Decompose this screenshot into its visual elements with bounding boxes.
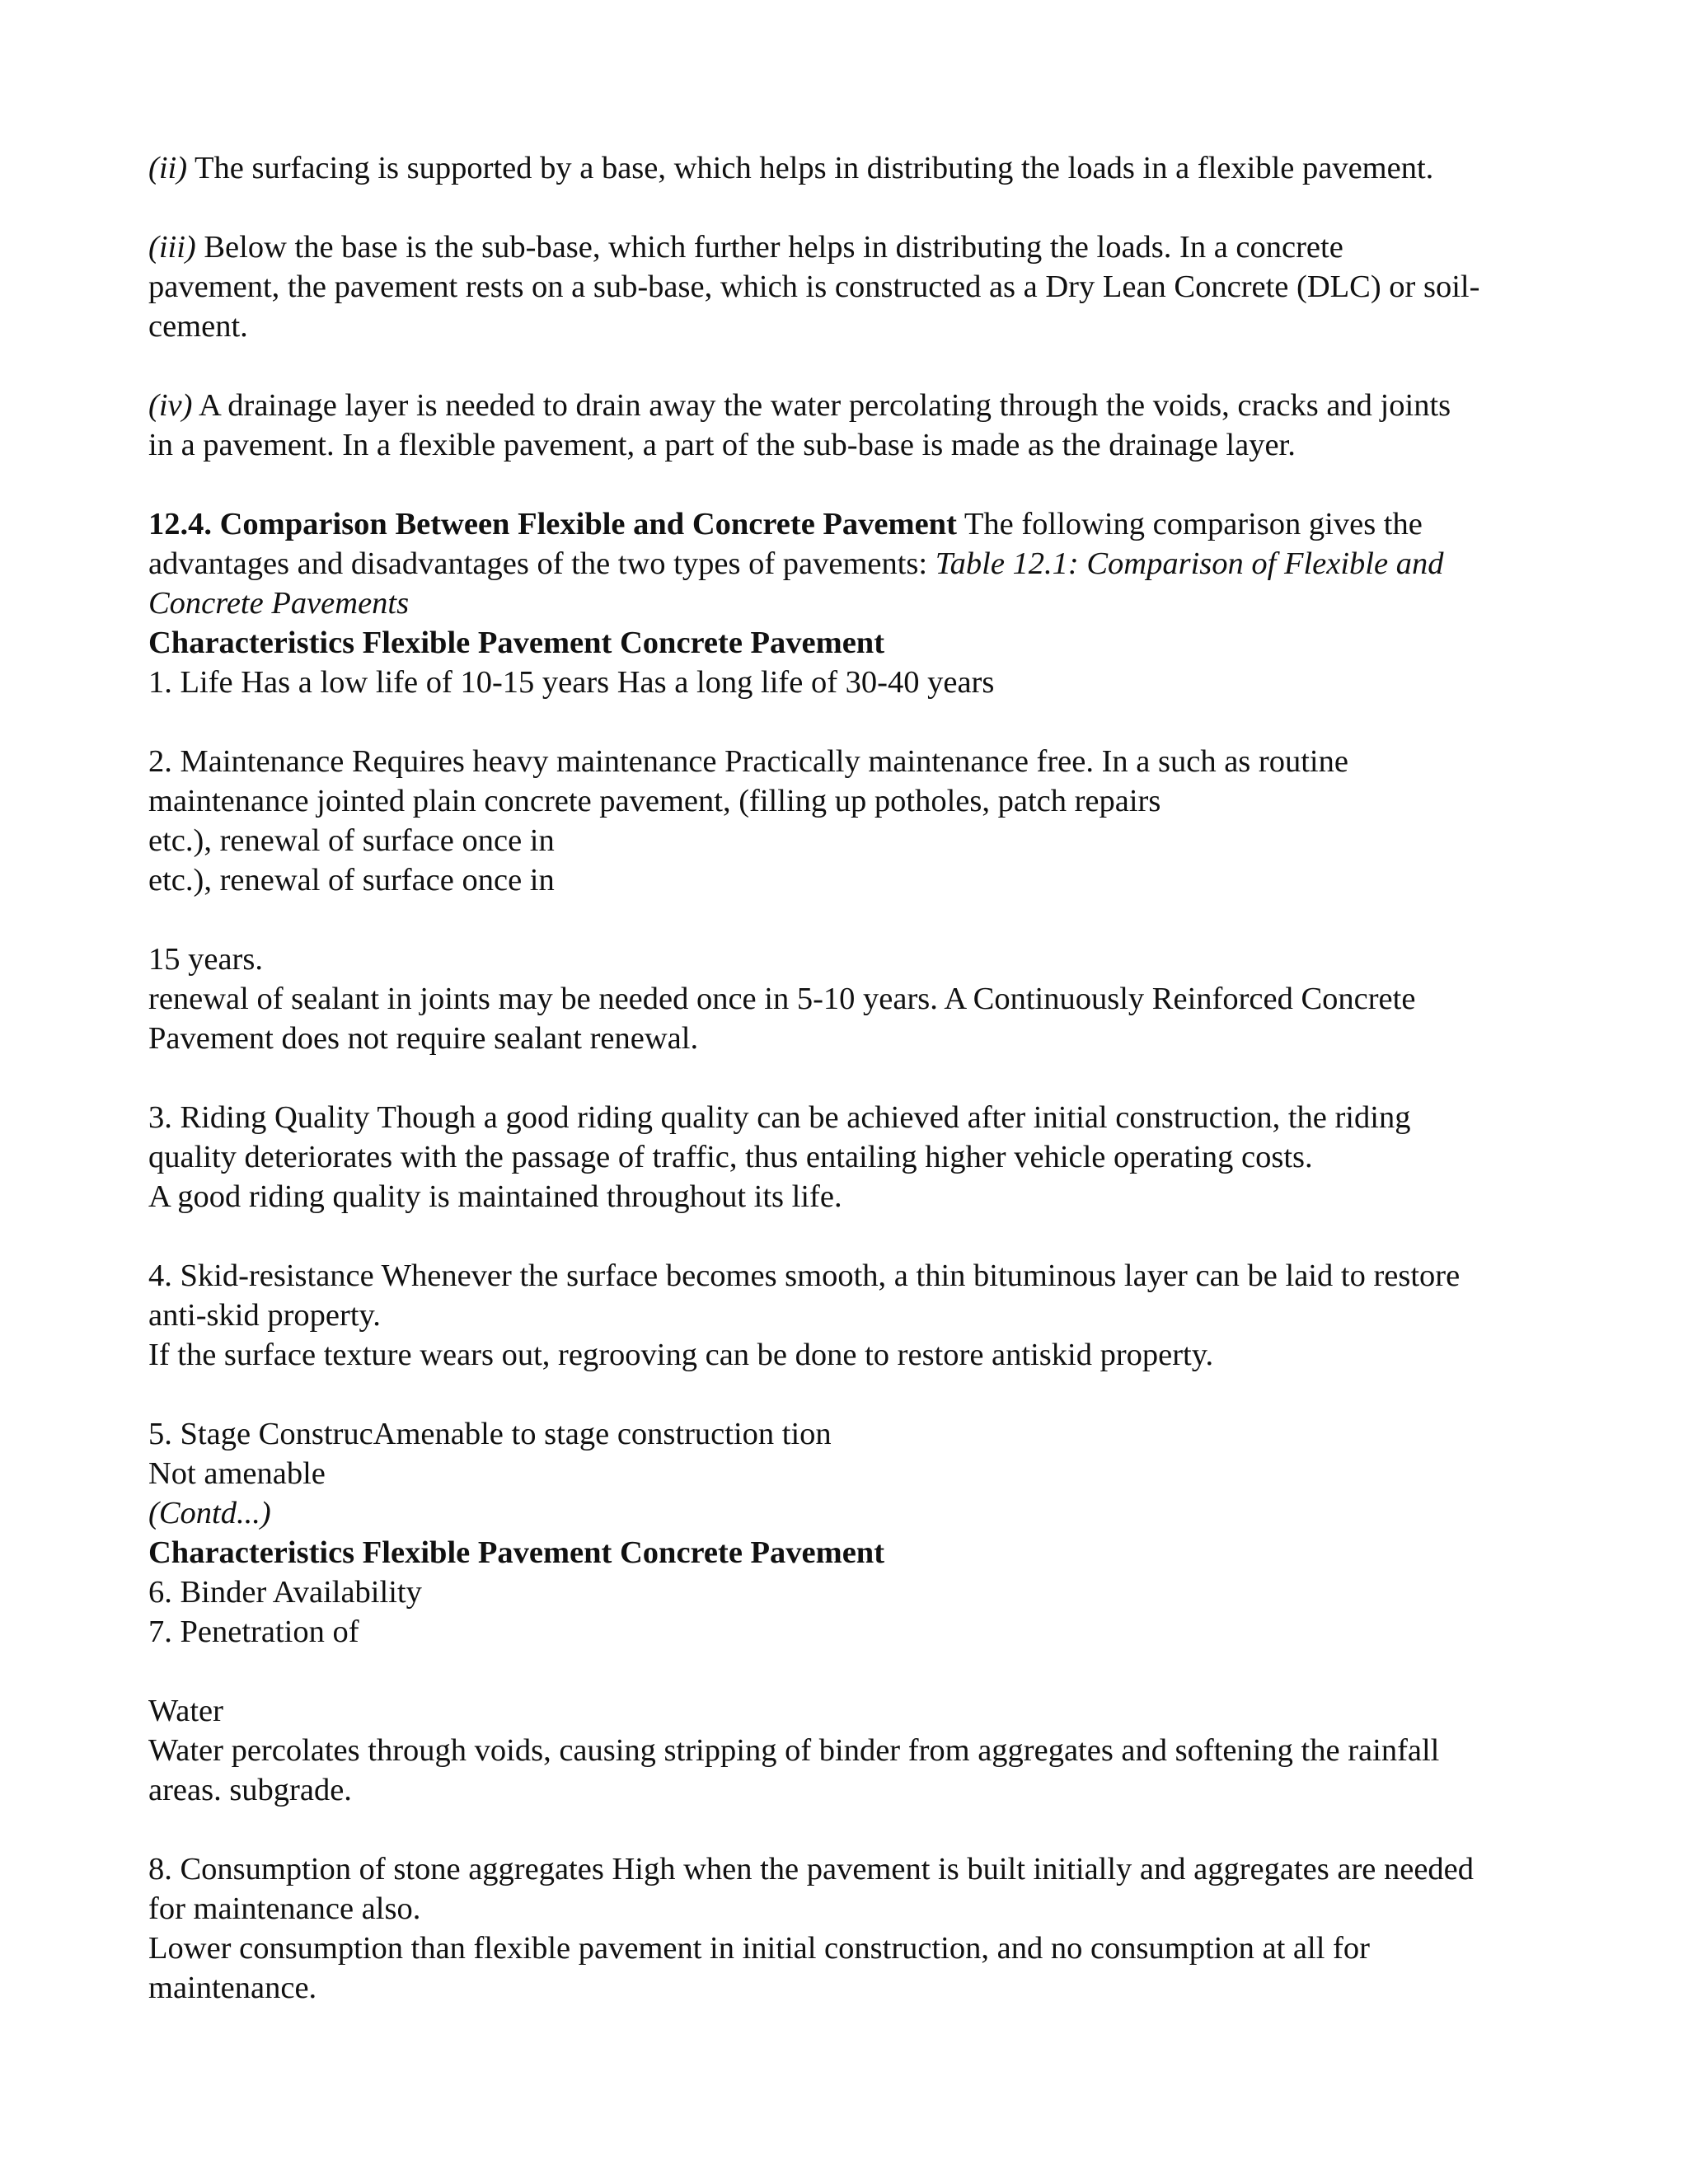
- table-row-stone-aggregates: [148, 1849, 1540, 2008]
- table-row-text: 3. Riding Quality Though a good riding quality can be achieved after initial construction, the riding: [148, 1100, 1411, 1135]
- table-row-text: 7. Penetration of: [148, 1615, 359, 1649]
- table-row-text: 4. Skid-resistance Whenever the surface becomes smooth, a thin bituminous layer can be laid to restore: [148, 1258, 1461, 1293]
- paragraph-iv: [148, 386, 1540, 465]
- table-row-text: 5. Stage ConstrucAmenable to stage construction tion: [148, 1417, 832, 1451]
- paragraph-ii: [148, 148, 1540, 188]
- table-row-text: Water percolates through voids, causing stripping of binder from aggregates and softening the rainfall: [148, 1733, 1440, 1768]
- table-row-penetration-of-water: [148, 1691, 1540, 1810]
- table-row-text: areas. subgrade.: [148, 1773, 352, 1807]
- section-intro: The following comparison gives the: [964, 507, 1423, 541]
- section-intro: advantages and disadvantages of the two types of pavements:: [148, 546, 928, 581]
- table-row-text: 6. Binder Availability: [148, 1575, 422, 1610]
- paragraph-text: pavement, the pavement rests on a sub-base, which is constructed as a Dry Lean Concrete (DLC) or soil-: [148, 269, 1480, 304]
- table-row-text: 8. Consumption of stone aggregates High when the pavement is built initially and aggregates are needed: [148, 1852, 1475, 1886]
- list-marker: (iv): [148, 388, 193, 423]
- paragraph-text: in a pavement. In a flexible pavement, a part of the sub-base is made as the drainage layer.: [148, 428, 1296, 462]
- table-row-text: Water: [148, 1694, 223, 1728]
- list-marker: (ii): [148, 151, 188, 185]
- table-header: Characteristics Flexible Pavement Concrete Pavement: [148, 1535, 885, 1570]
- table-row-text: anti-skid property.: [148, 1298, 381, 1333]
- table-row-text: If the surface texture wears out, regrooving can be done to restore antiskid property.: [148, 1338, 1214, 1372]
- section-heading: 12.4. Comparison Between Flexible and Concrete Pavement: [148, 507, 957, 541]
- table-row-text: Pavement does not require sealant renewal.: [148, 1021, 699, 1056]
- paragraph-iii: [148, 227, 1540, 346]
- table-row-text: renewal of sealant in joints may be needed once in 5-10 years. A Continuously Reinforced Concrete: [148, 982, 1416, 1016]
- table-row-text: maintenance.: [148, 1971, 317, 2005]
- continued-note: (Contd...): [148, 1496, 271, 1530]
- table-row-text: Lower consumption than flexible pavement in initial construction, and no consumption at all for: [148, 1931, 1370, 1966]
- table-row-skid-resistance: [148, 1256, 1540, 1375]
- table-row-text: 15 years.: [148, 942, 263, 977]
- table-row-text: etc.), renewal of surface once in: [148, 823, 555, 858]
- paragraph-text: A drainage layer is needed to drain away the water percolating through the voids, cracks and joints: [198, 388, 1451, 423]
- table-row-maintenance-cont: [148, 940, 1540, 1058]
- table-row-stage-construction: [148, 1414, 1540, 1652]
- table-row-riding-quality: [148, 1098, 1540, 1216]
- table-row-text: Not amenable: [148, 1456, 326, 1491]
- list-marker: (iii): [148, 230, 196, 265]
- paragraph-text: The surfacing is supported by a base, which helps in distributing the loads in a flexible pavement.: [194, 151, 1434, 185]
- table-caption: Table 12.1: Comparison of Flexible and: [935, 546, 1444, 581]
- table-row-text: etc.), renewal of surface once in: [148, 863, 555, 898]
- table-caption: Concrete Pavements: [148, 586, 410, 621]
- table-row-maintenance: [148, 742, 1540, 900]
- table-row-life: 1. Life Has a low life of 10-15 years Has a long life of 30-40 years: [148, 665, 995, 700]
- section-12-4: [148, 504, 1540, 702]
- table-header: Characteristics Flexible Pavement Concrete Pavement: [148, 626, 885, 660]
- paragraph-text: Below the base is the sub-base, which further helps in distributing the loads. In a concrete: [204, 230, 1343, 265]
- table-row-text: A good riding quality is maintained throughout its life.: [148, 1179, 842, 1214]
- table-row-text: quality deteriorates with the passage of traffic, thus entailing higher vehicle operating costs.: [148, 1140, 1313, 1174]
- paragraph-text: cement.: [148, 309, 248, 344]
- table-row-text: 2. Maintenance Requires heavy maintenance Practically maintenance free. In a such as routine: [148, 744, 1348, 779]
- table-row-text: maintenance jointed plain concrete pavement, (filling up potholes, patch repairs: [148, 784, 1161, 818]
- table-row-text: for maintenance also.: [148, 1891, 421, 1926]
